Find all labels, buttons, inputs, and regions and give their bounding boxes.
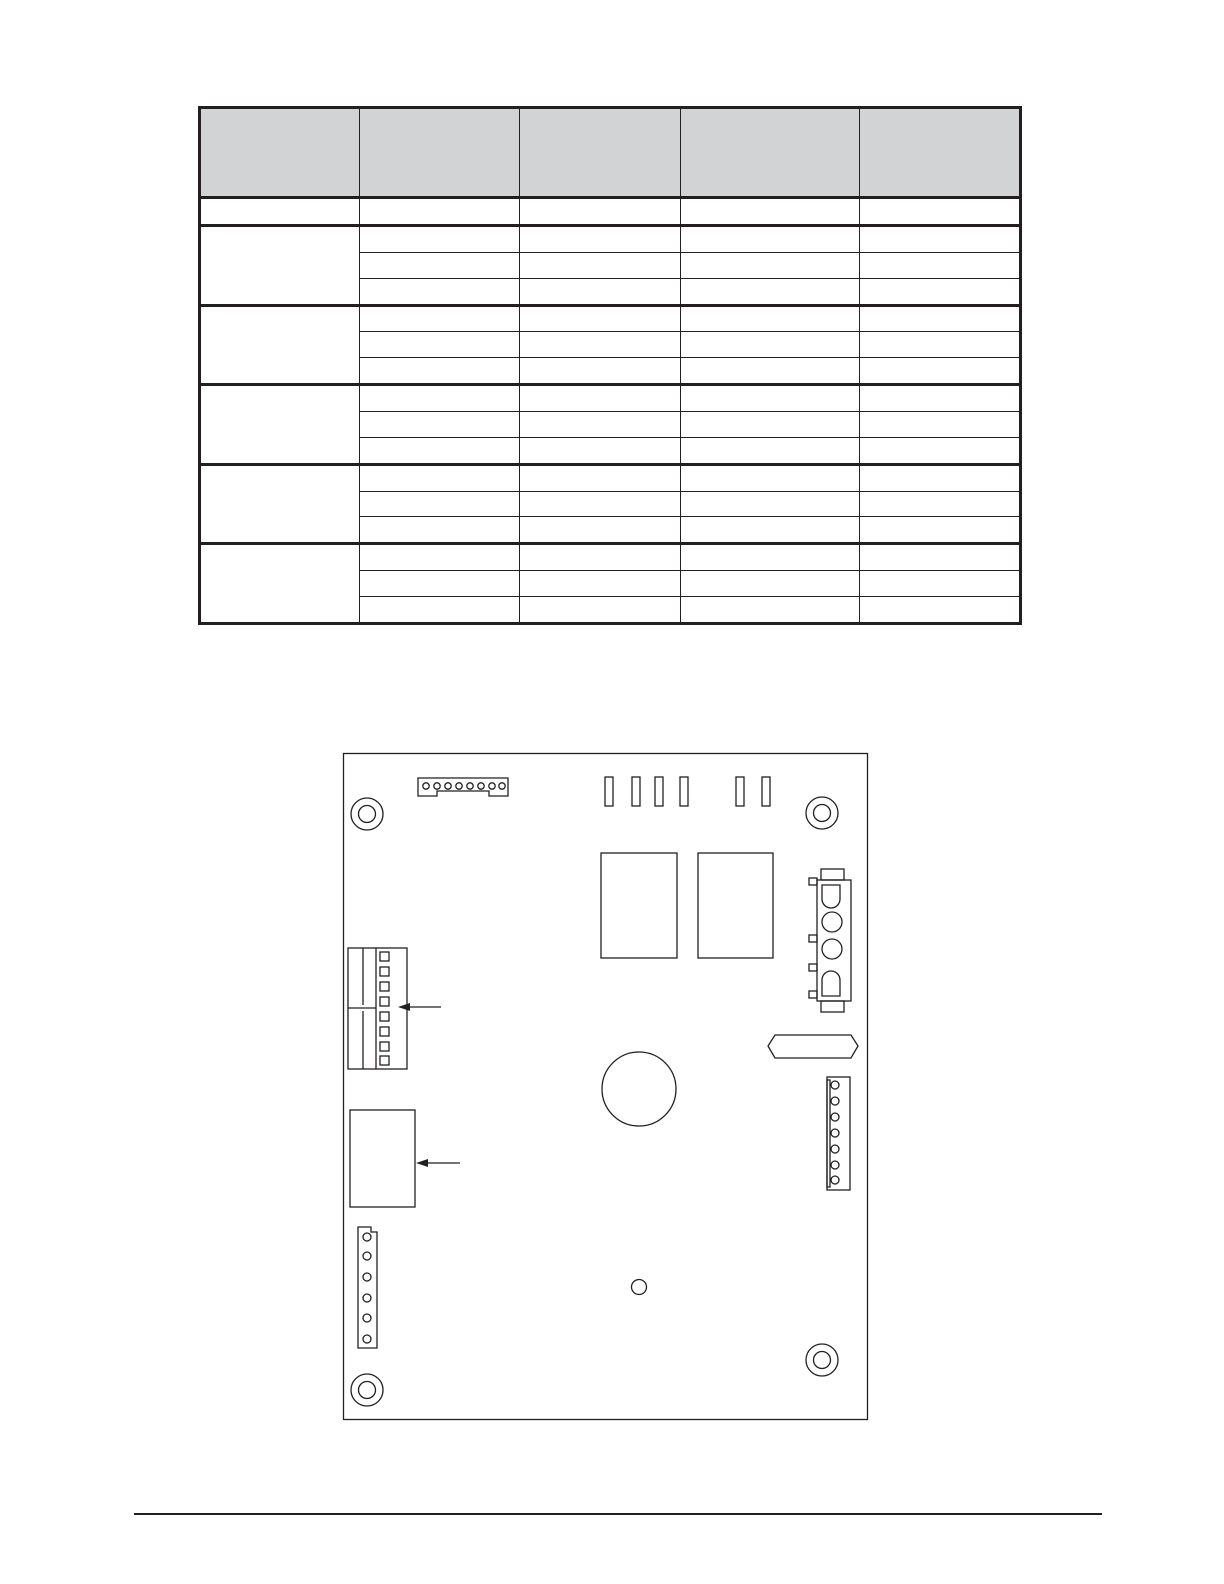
indicator-led [632,1280,647,1295]
power-connector [809,869,851,1012]
component-block [350,1110,415,1207]
callout-arrow [416,1159,460,1167]
relay-left [601,853,677,958]
mounting-hole [806,1344,838,1376]
right-pin-header [827,1077,850,1190]
terminal-block [348,948,407,1069]
left-pin-header [358,1227,377,1348]
fuse-holder [768,1035,858,1058]
relay-right [698,853,773,958]
top-pin-header [418,778,508,796]
mounting-hole [351,1374,383,1406]
mounting-hole [351,798,383,830]
spade-terminals [605,777,770,806]
footer-rule [134,1513,1102,1515]
buzzer [602,1052,676,1126]
callout-arrow [398,1003,441,1011]
mounting-hole [806,797,838,829]
